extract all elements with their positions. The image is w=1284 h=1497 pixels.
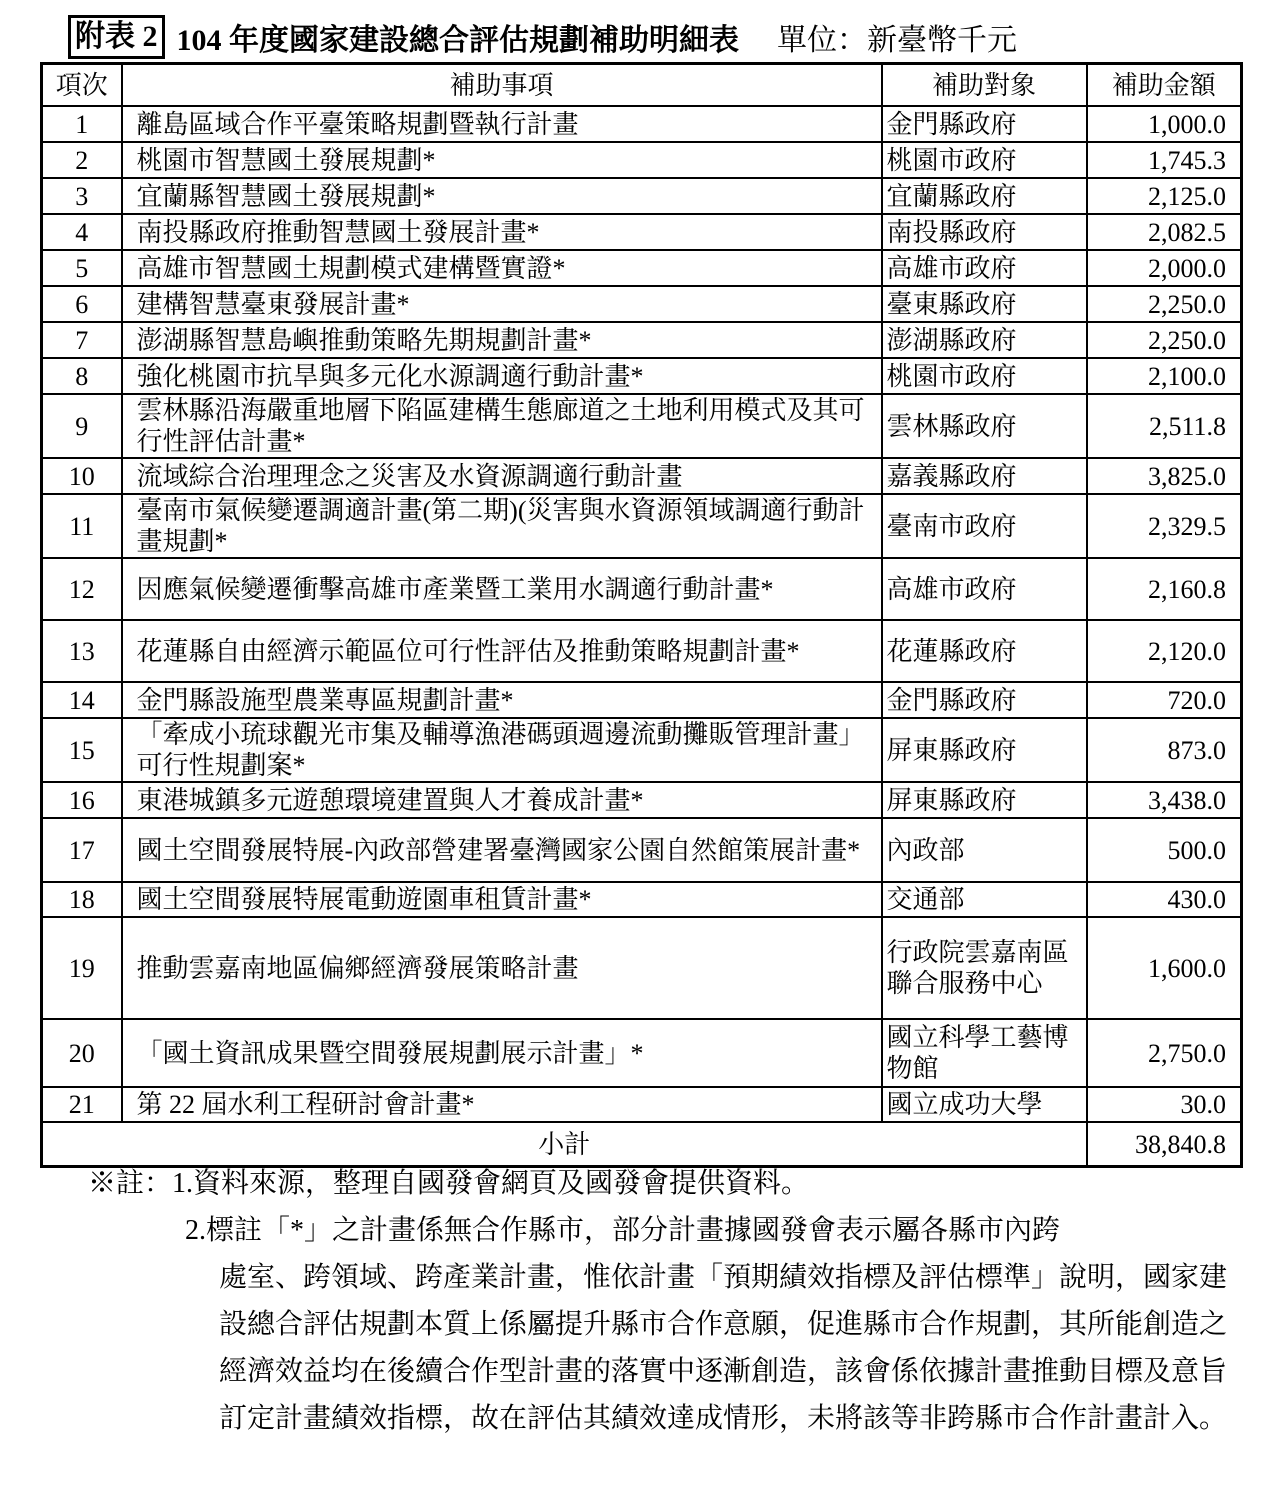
table-row <box>42 882 1242 917</box>
row-number: 5 <box>42 250 122 286</box>
page-title <box>68 14 1017 60</box>
note-2 <box>88 1207 1228 1442</box>
row-number: 4 <box>42 214 122 250</box>
row-amount: 30.0 <box>1087 1087 1242 1122</box>
row-item: 高雄市智慧國土規劃模式建構暨實證* <box>122 250 882 286</box>
row-number: 16 <box>42 782 122 818</box>
table-row <box>42 1087 1242 1122</box>
table-row <box>42 106 1242 142</box>
row-target: 高雄市政府 <box>882 558 1087 620</box>
row-item: 宜蘭縣智慧國土發展規劃* <box>122 178 882 214</box>
row-number: 17 <box>42 818 122 882</box>
row-amount: 2,082.5 <box>1087 214 1242 250</box>
row-target: 南投縣政府 <box>882 214 1087 250</box>
header-no: 項次 <box>42 64 122 107</box>
row-amount: 2,000.0 <box>1087 250 1242 286</box>
row-number: 8 <box>42 358 122 394</box>
row-number: 10 <box>42 458 122 494</box>
row-number: 9 <box>42 394 122 458</box>
row-number: 11 <box>42 494 122 558</box>
row-amount: 500.0 <box>1087 818 1242 882</box>
row-number: 18 <box>42 882 122 917</box>
row-target: 嘉義縣政府 <box>882 458 1087 494</box>
table-row <box>42 250 1242 286</box>
row-item: 國土空間發展特展電動遊園車租賃計畫* <box>122 882 882 917</box>
table-row <box>42 558 1242 620</box>
table-row <box>42 394 1242 458</box>
appendix-tag: 附表 2 <box>68 15 165 59</box>
row-amount: 2,125.0 <box>1087 178 1242 214</box>
row-amount: 2,160.8 <box>1087 558 1242 620</box>
row-item: 國土空間發展特展-內政部營建署臺灣國家公園自然館策展計畫* <box>122 818 882 882</box>
row-item: 南投縣政府推動智慧國土發展計畫* <box>122 214 882 250</box>
row-amount: 2,250.0 <box>1087 286 1242 322</box>
table-row <box>42 358 1242 394</box>
table-row <box>42 142 1242 178</box>
row-item: 雲林縣沿海嚴重地層下陷區建構生態廊道之土地利用模式及其可行性評估計畫* <box>122 394 882 458</box>
row-item: 流域綜合治理理念之災害及水資源調適行動計畫 <box>122 458 882 494</box>
note-2-continuation: 處室、跨領域、跨產業計畫，惟依計畫「預期績效指標及評估標準」說明，國家建設總合評估規劃本質上係屬提升縣市合作意願，促進縣市合作規劃，其所能創造之經濟效益均在後續合作型計畫的落實中逐漸創造，該會係依據計畫推動目標及意旨訂定計畫績效指標，故在評估其績效達成情形，未將該等非跨縣市合作計畫計入。 <box>219 1262 1228 1434</box>
subtotal-label: 小計 <box>42 1122 1087 1167</box>
table-row <box>42 718 1242 782</box>
row-target: 臺南市政府 <box>882 494 1087 558</box>
row-target: 金門縣政府 <box>882 106 1087 142</box>
header-target: 補助對象 <box>882 64 1087 107</box>
row-target: 國立科學工藝博物館 <box>882 1019 1087 1087</box>
table-row <box>42 458 1242 494</box>
row-amount: 430.0 <box>1087 882 1242 917</box>
row-number: 2 <box>42 142 122 178</box>
title-text: 104 年度國家建設總合評估規劃補助明細表 <box>176 24 739 57</box>
subtotal-amount: 38,840.8 <box>1087 1122 1242 1167</box>
row-item: 推動雲嘉南地區偏鄉經濟發展策略計畫 <box>122 917 882 1019</box>
row-amount: 720.0 <box>1087 682 1242 718</box>
row-target: 國立成功大學 <box>882 1087 1087 1122</box>
row-target: 高雄市政府 <box>882 250 1087 286</box>
row-target: 交通部 <box>882 882 1087 917</box>
row-number: 13 <box>42 620 122 682</box>
row-target: 行政院雲嘉南區聯合服務中心 <box>882 917 1087 1019</box>
table-header-row <box>42 64 1242 107</box>
row-amount: 3,825.0 <box>1087 458 1242 494</box>
table-row <box>42 494 1242 558</box>
row-target: 金門縣政府 <box>882 682 1087 718</box>
row-target: 澎湖縣政府 <box>882 322 1087 358</box>
row-target: 宜蘭縣政府 <box>882 178 1087 214</box>
note-2-first-line: 2.標註「*」之計畫係無合作縣市，部分計畫據國發會表示屬各縣市內跨 <box>185 1215 1061 1246</box>
row-number: 12 <box>42 558 122 620</box>
table-row <box>42 782 1242 818</box>
row-item: 桃園市智慧國土發展規劃* <box>122 142 882 178</box>
row-amount: 2,511.8 <box>1087 394 1242 458</box>
row-number: 1 <box>42 106 122 142</box>
row-target: 雲林縣政府 <box>882 394 1087 458</box>
row-number: 15 <box>42 718 122 782</box>
row-amount: 2,100.0 <box>1087 358 1242 394</box>
row-target: 內政部 <box>882 818 1087 882</box>
row-number: 19 <box>42 917 122 1019</box>
subsidy-table <box>40 62 1243 1168</box>
row-amount: 1,000.0 <box>1087 106 1242 142</box>
row-amount: 2,120.0 <box>1087 620 1242 682</box>
row-target: 屏東縣政府 <box>882 782 1087 818</box>
row-number: 3 <box>42 178 122 214</box>
table-row <box>42 682 1242 718</box>
row-amount: 2,750.0 <box>1087 1019 1242 1087</box>
table-row <box>42 214 1242 250</box>
row-item: 東港城鎮多元遊憩環境建置與人才養成計畫* <box>122 782 882 818</box>
row-item: 臺南市氣候變遷調適計畫(第二期)(災害與水資源領域調適行動計畫規劃* <box>122 494 882 558</box>
row-number: 6 <box>42 286 122 322</box>
table-row <box>42 917 1242 1019</box>
table-row <box>42 818 1242 882</box>
row-target: 臺東縣政府 <box>882 286 1087 322</box>
header-item: 補助事項 <box>122 64 882 107</box>
row-number: 21 <box>42 1087 122 1122</box>
row-number: 7 <box>42 322 122 358</box>
row-item: 因應氣候變遷衝擊高雄市產業暨工業用水調適行動計畫* <box>122 558 882 620</box>
row-item: 花蓮縣自由經濟示範區位可行性評估及推動策略規劃計畫* <box>122 620 882 682</box>
row-amount: 3,438.0 <box>1087 782 1242 818</box>
row-target: 桃園市政府 <box>882 358 1087 394</box>
row-item: 澎湖縣智慧島嶼推動策略先期規劃計畫* <box>122 322 882 358</box>
table-row <box>42 286 1242 322</box>
row-amount: 1,600.0 <box>1087 917 1242 1019</box>
table-row <box>42 178 1242 214</box>
table-row <box>42 322 1242 358</box>
row-number: 14 <box>42 682 122 718</box>
row-amount: 1,745.3 <box>1087 142 1242 178</box>
row-amount: 2,329.5 <box>1087 494 1242 558</box>
row-item: 金門縣設施型農業專區規劃計畫* <box>122 682 882 718</box>
row-item: 第 22 屆水利工程研討會計畫* <box>122 1087 882 1122</box>
unit-label: 單位：新臺幣千元 <box>777 24 1017 57</box>
row-target: 桃園市政府 <box>882 142 1087 178</box>
row-item: 強化桃園市抗旱與多元化水源調適行動計畫* <box>122 358 882 394</box>
header-amount: 補助金額 <box>1087 64 1242 107</box>
note-1: ※註：1.資料來源，整理自國發會網頁及國發會提供資料。 <box>88 1168 810 1199</box>
row-amount: 873.0 <box>1087 718 1242 782</box>
row-item: 「牽成小琉球觀光市集及輔導漁港碼頭週邊流動攤販管理計畫」可行性規劃案* <box>122 718 882 782</box>
row-item: 建構智慧臺東發展計畫* <box>122 286 882 322</box>
notes <box>88 1160 1228 1442</box>
row-target: 花蓮縣政府 <box>882 620 1087 682</box>
row-item: 離島區域合作平臺策略規劃暨執行計畫 <box>122 106 882 142</box>
row-target: 屏東縣政府 <box>882 718 1087 782</box>
row-item: 「國土資訊成果暨空間發展規劃展示計畫」* <box>122 1019 882 1087</box>
row-number: 20 <box>42 1019 122 1087</box>
row-amount: 2,250.0 <box>1087 322 1242 358</box>
table-row <box>42 620 1242 682</box>
table-row <box>42 1019 1242 1087</box>
